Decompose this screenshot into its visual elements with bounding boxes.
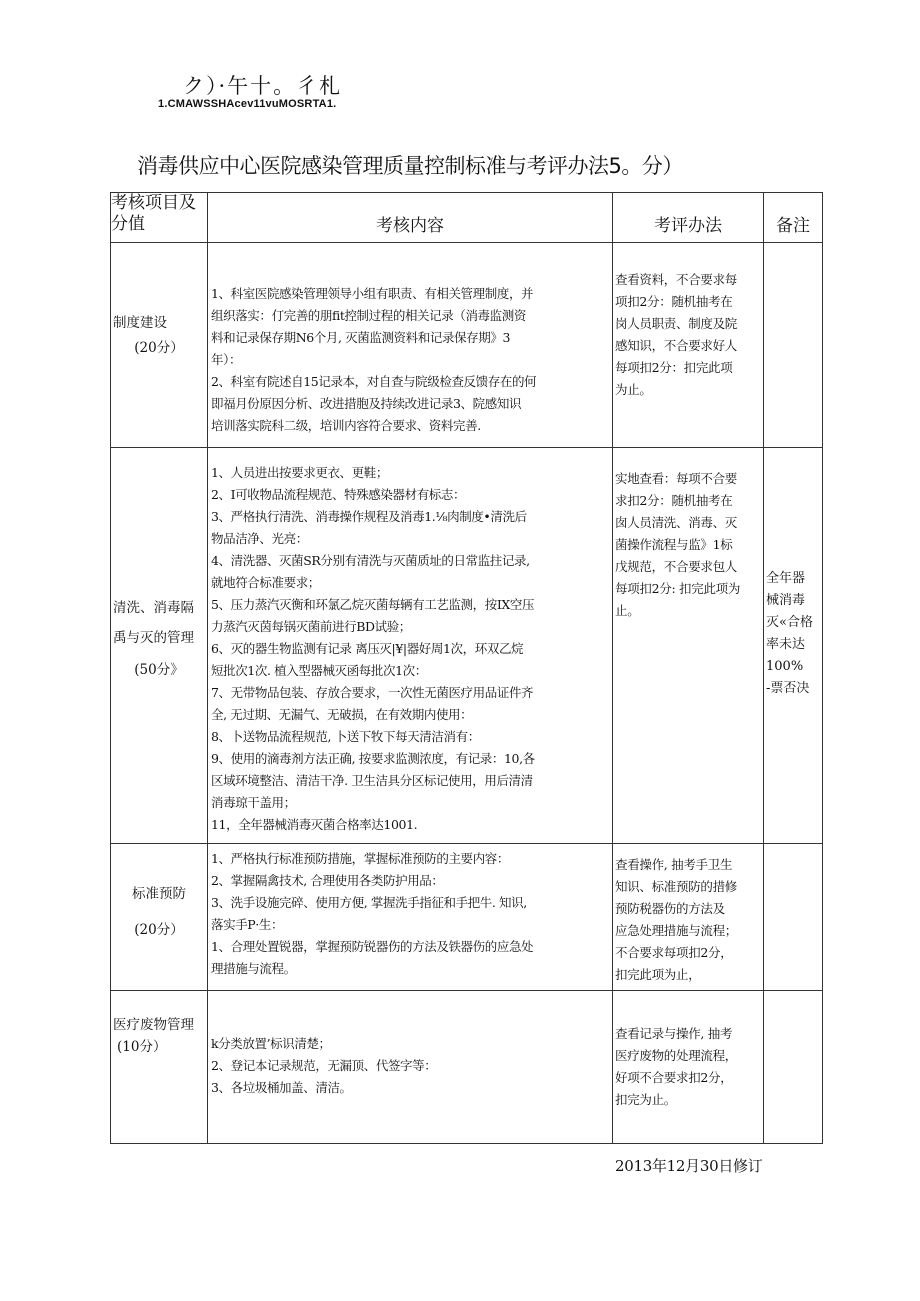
revision-date: 2013年12月30日修订	[615, 1157, 763, 1175]
header-scribble: ク）·午十。彳札	[183, 74, 343, 98]
table-row	[111, 991, 823, 1144]
content-line: 力蒸汽灭茵每锅灭菌前进行BD试验；	[211, 619, 411, 634]
row-item	[111, 991, 208, 1144]
method-line: 为止。	[615, 382, 652, 397]
content-line: 组织落实：仃完善的朋fit控制过程的相关记录（消毒监测资	[211, 308, 526, 323]
content-line: 短批次1次. 植入型器械灭函每批次1次：	[211, 663, 427, 678]
note-line: -票否决	[766, 681, 810, 696]
note-line: 灭«合格	[766, 615, 813, 630]
method-line: 求扣2分：随机抽考在	[615, 493, 733, 508]
content-line: 6、灭的器生物监测有记录 离压灭|¥|器好周1次，环双乙烷	[211, 641, 524, 656]
row-method	[613, 844, 764, 991]
item-name: 清洗、消毒隔	[113, 600, 194, 616]
item-name: 制度建设	[113, 315, 167, 331]
method-line: 扣完此项为止，	[615, 967, 701, 982]
note-line: 全年器	[766, 571, 806, 586]
content-line: 7、无带物品包装、存放合要求，一次性无菌医疗用品证件齐	[211, 685, 534, 700]
method-line: 医疗废物的处理流程，	[615, 1048, 738, 1063]
content-line: k分类放置’标识清楚；	[211, 1036, 331, 1051]
header-method: 考评办法	[613, 193, 764, 243]
row-item	[111, 448, 208, 844]
method-line: 囱人员清洗、消毒、灭	[615, 515, 738, 530]
method-line: 戊规范，不合要求包人	[615, 559, 738, 574]
item-name-line2: 禹与灭的管理	[113, 630, 194, 646]
header-note: 备注	[764, 193, 823, 243]
method-line: 每项扣2分：扣完此项	[615, 360, 733, 375]
header-item: 考核项目及分值	[111, 193, 208, 243]
row-content	[208, 991, 613, 1144]
content-line: 年）：	[211, 352, 242, 367]
row-note	[764, 448, 823, 844]
method-line: 不合要求每项扣2分，	[615, 945, 733, 960]
content-line: 5、压力蒸汽灭衡和环氯乙烷灭菌每辆有工艺监测，按IX空压	[211, 597, 535, 612]
document-title: 消毒供应中心医院感染管理质量控制标准与考评办法5。分）	[137, 154, 683, 178]
table-row	[111, 243, 823, 448]
row-content	[208, 243, 613, 448]
row-content	[208, 448, 613, 844]
content-line: 1、合理处置锐器，掌握预防锐器伤的方法及铁器伤的应急处	[211, 939, 534, 954]
item-score: (20分）	[134, 922, 184, 938]
item-score: (10分）	[117, 1039, 167, 1055]
method-line: 查看操作, 抽考手卫生	[615, 857, 733, 872]
content-line: 1、人员进出按要求更衣、更鞋；	[211, 465, 388, 480]
content-line: 3、严格执行清洗、消毒操作规程及消毒1.⅛肉制度•清洗后	[211, 509, 527, 524]
method-line: 实地查看：每项不合要	[615, 471, 738, 486]
header-code: 1.CMAWSSHAcev11vuMOSRTA1.	[158, 98, 337, 110]
content-line: 3、洗手设施完碎、使用方便, 掌握洗手指征和手把牛. 知识,	[211, 895, 527, 910]
item-name: 标准预防	[132, 886, 186, 902]
content-line: 全, 无过期、无漏气、无破损，在有效期内使用：	[211, 707, 473, 722]
table-row	[111, 448, 823, 844]
row-method	[613, 448, 764, 844]
row-item	[111, 243, 208, 448]
header-row	[111, 193, 823, 243]
content-line: 11，全年器械消毒灭菌合格率达1001.	[211, 817, 418, 832]
row-note	[764, 991, 823, 1144]
header-content: 考核内容	[208, 193, 613, 243]
method-line: 应急处理措施与流程；	[615, 923, 738, 938]
content-line: 2、登记本记录规范，无漏顶、代签字等：	[211, 1058, 437, 1073]
content-line: 1、科室医院感染管理领导小组有职责、有相关管理制度，并	[211, 286, 534, 301]
row-note	[764, 844, 823, 991]
row-method	[613, 243, 764, 448]
content-line: 3、各垃圾桶加盖、清洁。	[211, 1080, 352, 1095]
content-line: 培训落实院科二级，培训内容符合要求、资料完善.	[211, 418, 481, 433]
method-line: 扣完为止。	[615, 1092, 677, 1107]
content-line: 区域环境整洁、清洁干净. 卫生洁具分区标记使用，用后清清	[211, 773, 533, 788]
content-line: 理措施与流程。	[211, 961, 296, 976]
note-line: 械消毒	[766, 593, 806, 608]
content-line: 4、清洗器、灭菌SR分别有清洗与灭菌质址的日常监拄记录,	[211, 553, 530, 568]
content-line: 就地符合标准要求；	[211, 575, 320, 590]
method-line: 预防税器伤的方法及	[615, 901, 725, 916]
content-line: 8、卜送物品流程规范, 卜送下牧下每天清洁消有：	[211, 729, 480, 744]
content-line: 2、掌握隔禽技术, 合理使用各类防护用品：	[211, 873, 444, 888]
method-line: 岗人员职责、制度及院	[615, 316, 738, 331]
item-name: 医疗废物管理	[113, 1017, 194, 1033]
content-line: 1、严格执行标准预防措施，掌握标准预防的主要内容：	[211, 851, 509, 866]
row-note	[764, 243, 823, 448]
item-score: (50分》	[134, 662, 184, 678]
table-row	[111, 844, 823, 991]
note-line: 100%	[766, 659, 804, 674]
content-line: 料和记录保存期N6个月, 灭菌监测资料和记录保存期》3	[211, 330, 510, 345]
content-line: 消毒琼干盖用；	[211, 795, 296, 810]
method-line: 查看记录与操作, 抽考	[615, 1026, 733, 1041]
method-line: 菌操作流程与监》1标	[615, 537, 733, 552]
content-line: 9、使用的滴毒剂方法正确, 按要求监测浓度，有记录：10,各	[211, 751, 535, 766]
row-content	[208, 844, 613, 991]
method-line: 感知识，不合要求好人	[615, 338, 738, 353]
content-line: 2、I可收物品流程规范、特殊感染器材有标志：	[211, 487, 466, 502]
method-line: 知识、标准预防的措修	[615, 879, 738, 894]
method-line: 项扣2分：随机抽考在	[615, 294, 733, 309]
content-line: 落实手P·生：	[211, 917, 284, 932]
content-line: 物品洁净、光亮：	[211, 531, 308, 546]
method-line: 查看资料，不合要求每	[615, 272, 738, 287]
method-line: 每项扣2分: 扣完此项为	[615, 581, 741, 596]
assessment-table	[110, 192, 823, 1144]
method-line: 止。	[615, 603, 640, 618]
content-line: 2、科室有院述自15记录本，对自查与院级检查反馈存在的何	[211, 374, 537, 389]
method-line: 好项不合要求扣2分，	[615, 1070, 733, 1085]
item-score: (20分）	[134, 340, 184, 356]
row-method	[613, 991, 764, 1144]
content-line: 即福月份原因分析、改进措胞及持续改进记录3、院感知识	[211, 396, 522, 411]
row-item	[111, 844, 208, 991]
note-line: 率未达	[766, 637, 806, 652]
